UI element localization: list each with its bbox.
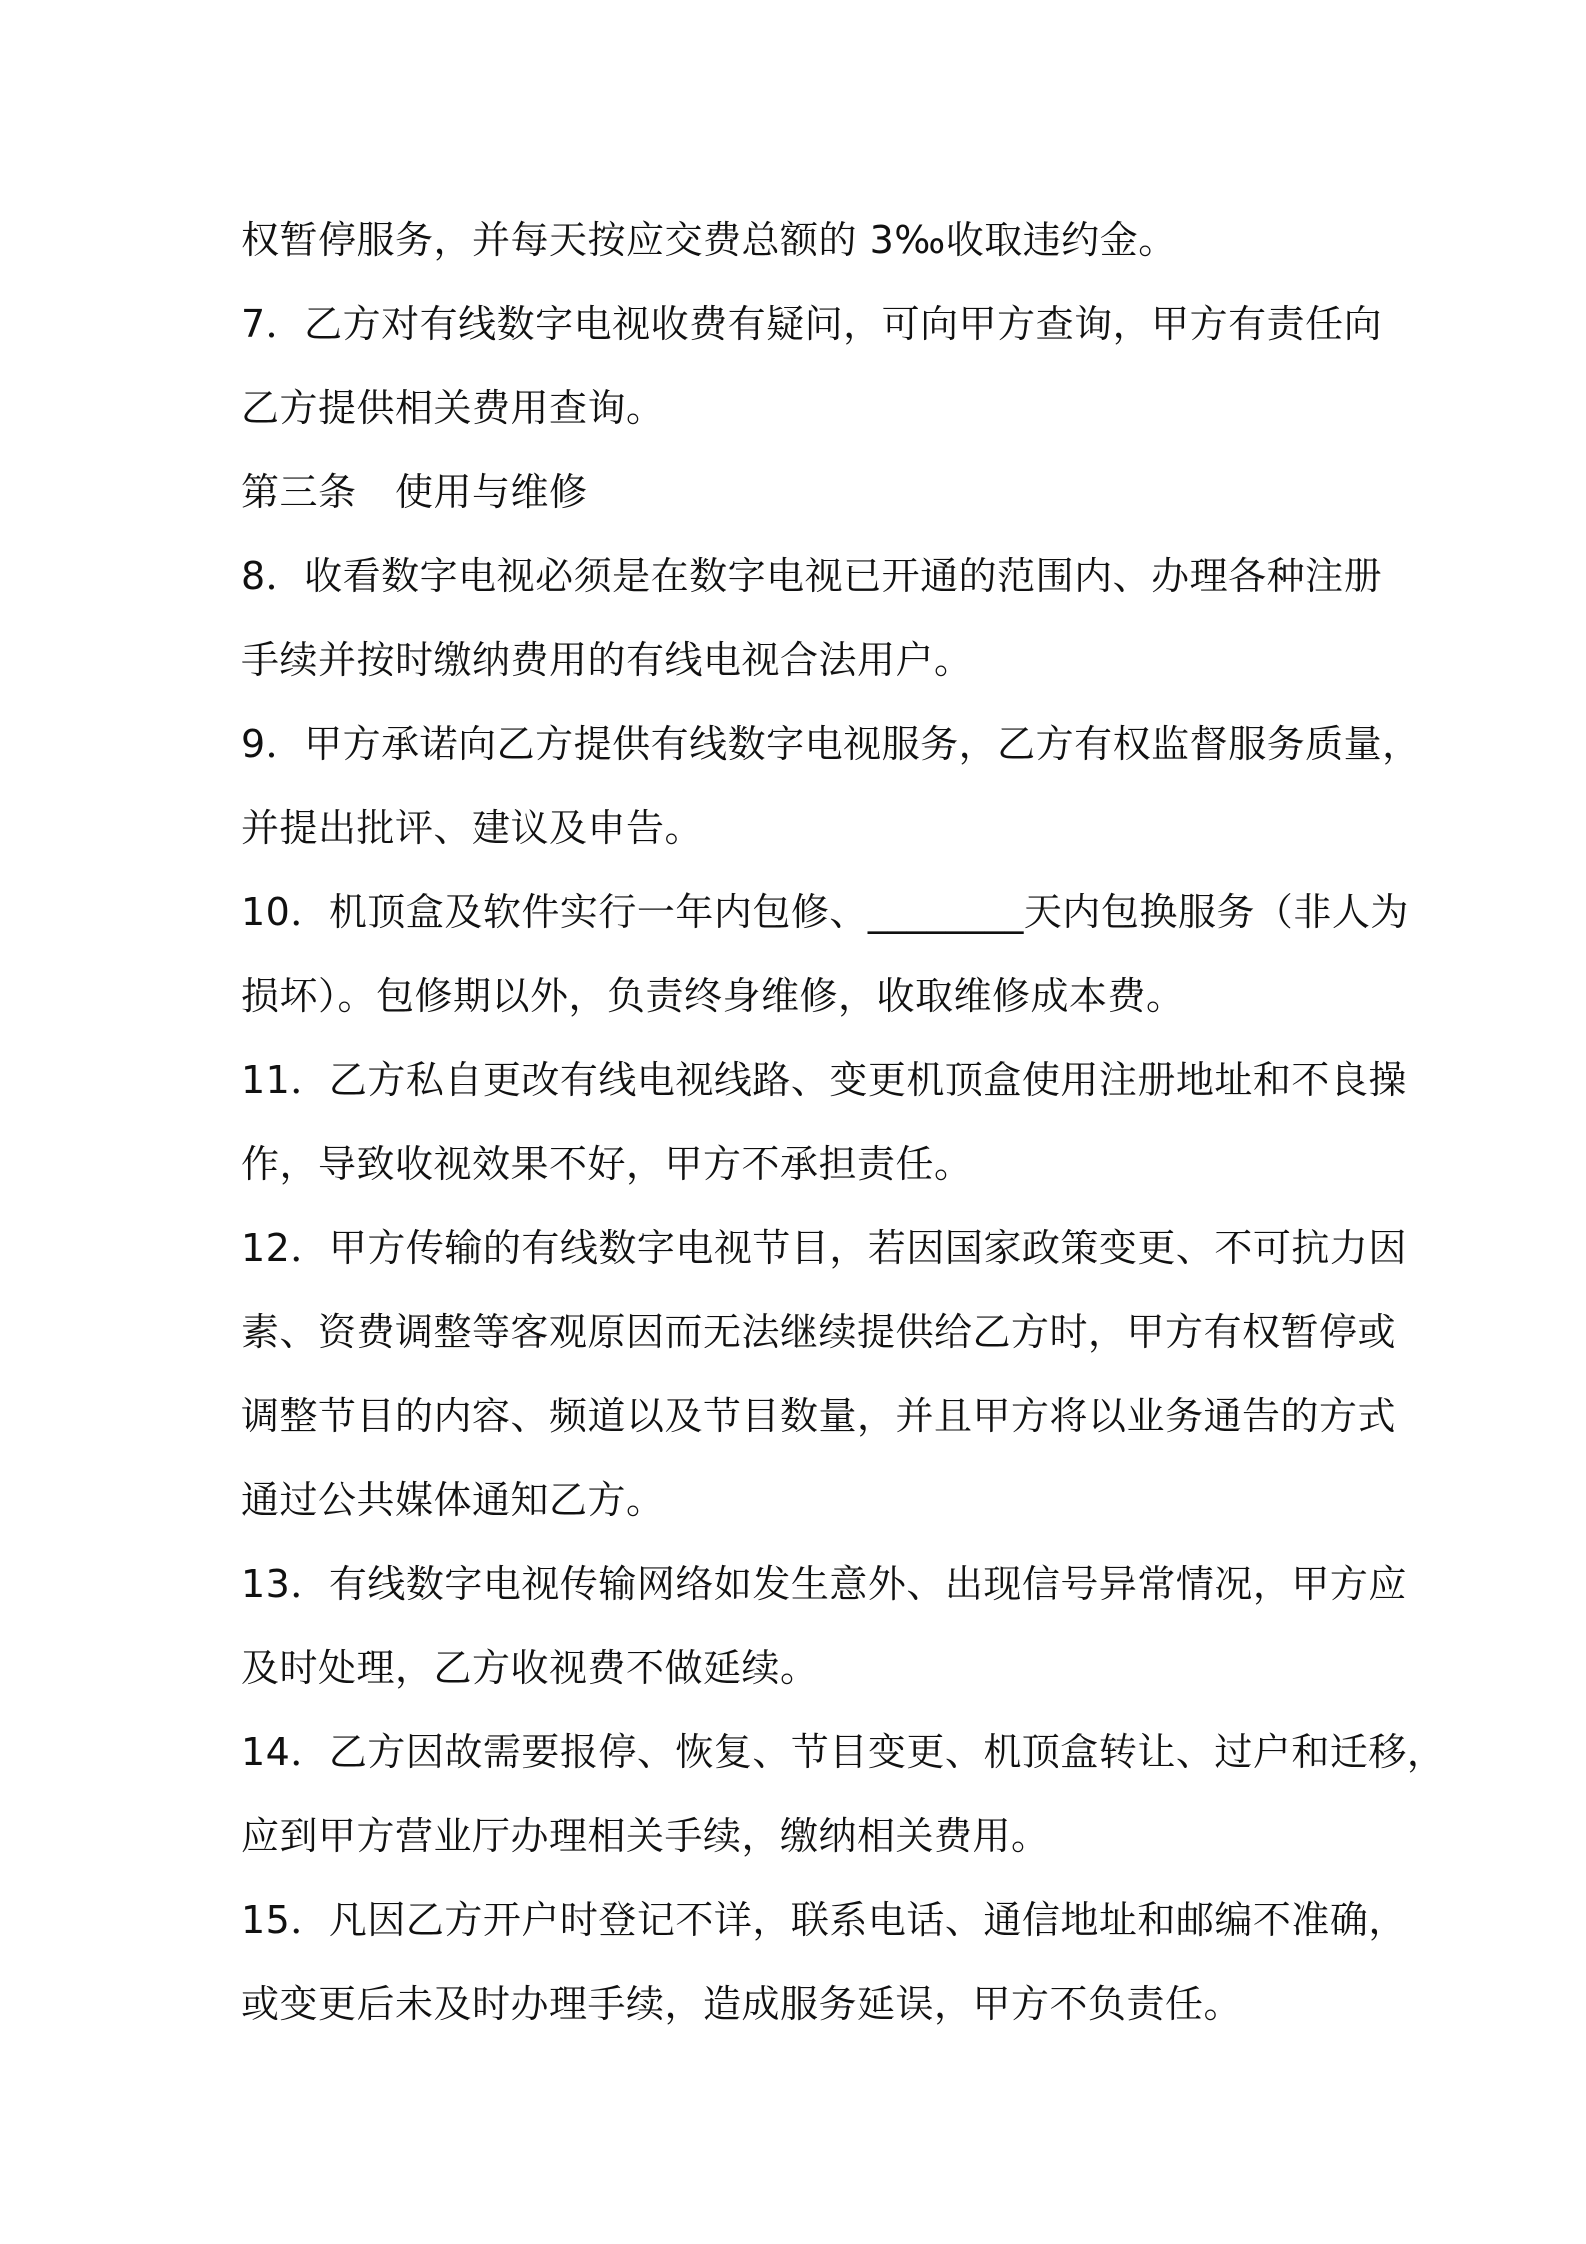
text-line: 应到甲方营业厅办理相关手续，缴纳相关费用。 — [241, 1814, 1050, 1858]
text-line: 8．收看数字电视必须是在数字电视已开通的范围内、办理各种注册 — [241, 554, 1383, 598]
text-line: 并提出批评、建议及申告。 — [241, 806, 704, 850]
text-line: 作，导致收视效果不好，甲方不承担责任。 — [241, 1142, 973, 1186]
text-line: 手续并按时缴纳费用的有线电视合法用户。 — [241, 638, 973, 682]
text-line: 损坏）。包修期以外，负责终身维修，收取维修成本费。 — [241, 974, 1185, 1018]
text-line: 素、资费调整等客观原因而无法继续提供给乙方时，甲方有权暂停或 — [241, 1310, 1397, 1354]
section-heading: 第三条 使用与维修 — [241, 470, 588, 514]
text-line: 11．乙方私自更改有线电视线路、变更机顶盒使用注册地址和不良操 — [241, 1058, 1407, 1102]
text-line: 调整节目的内容、频道以及节目数量，并且甲方将以业务通告的方式 — [241, 1394, 1397, 1438]
text-line: 10．机顶盒及软件实行一年内包修、________天内包换服务（非人为 — [241, 890, 1409, 934]
text-line: 或变更后未及时办理手续，造成服务延误，甲方不负责任。 — [241, 1982, 1243, 2026]
text-line: 7．乙方对有线数字电视收费有疑问，可向甲方查询，甲方有责任向 — [241, 302, 1383, 346]
text-line: 12．甲方传输的有线数字电视节目，若因国家政策变更、不可抗力因 — [241, 1226, 1407, 1270]
text-line: 13．有线数字电视传输网络如发生意外、出现信号异常情况，甲方应 — [241, 1562, 1407, 1606]
text-line: 15．凡因乙方开户时登记不详，联系电话、通信地址和邮编不准确， — [241, 1898, 1407, 1942]
document-body — [241, 198, 1446, 2046]
text-line: 9．甲方承诺向乙方提供有线数字电视服务，乙方有权监督服务质量， — [241, 722, 1421, 766]
text-line: 权暂停服务，并每天按应交费总额的 3‰收取违约金。 — [241, 218, 1177, 262]
text-line: 通过公共媒体通知乙方。 — [241, 1478, 665, 1522]
text-line: 乙方提供相关费用查询。 — [241, 386, 665, 430]
text-line: 14．乙方因故需要报停、恢复、节目变更、机顶盒转让、过户和迁移， — [241, 1730, 1446, 1774]
text-line: 及时处理，乙方收视费不做延续。 — [241, 1646, 819, 1690]
